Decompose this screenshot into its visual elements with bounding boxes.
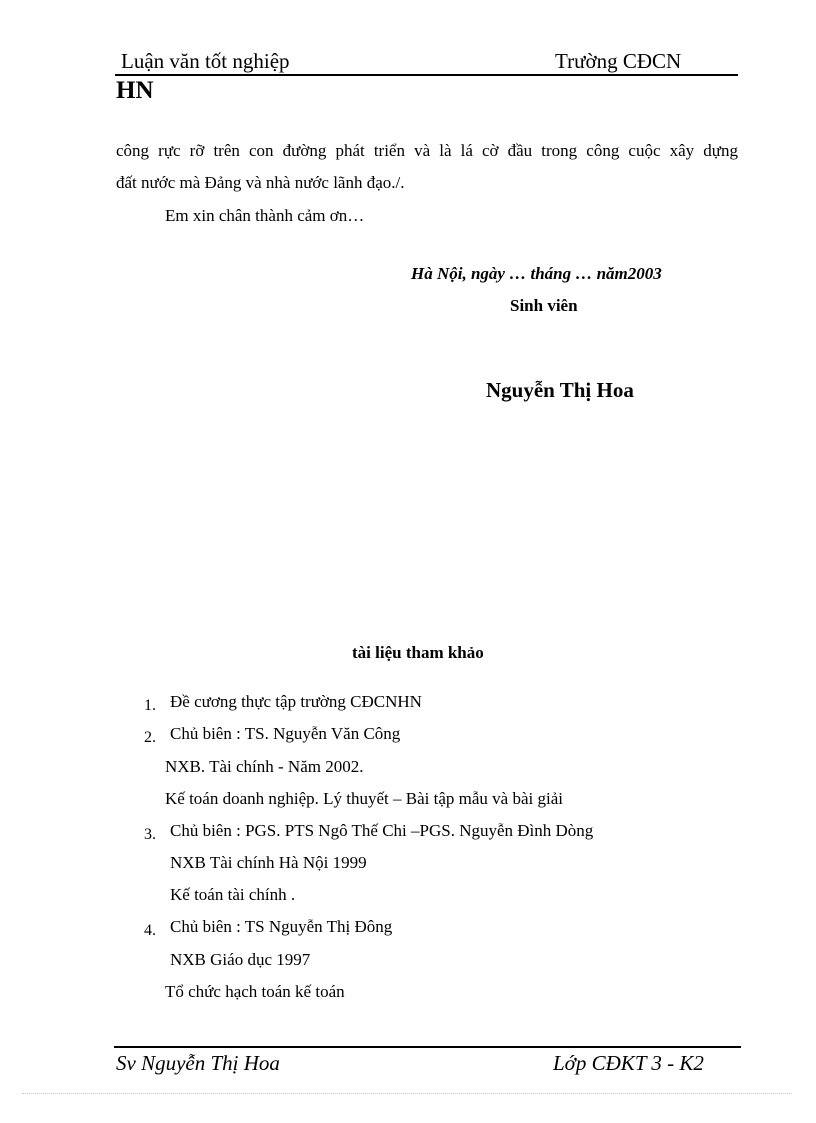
references-title: tài liệu tham khảo: [352, 643, 484, 662]
header-hn: HN: [116, 77, 154, 104]
reference-line: NXB. Tài chính - Năm 2002.: [165, 757, 364, 776]
header-right: Trường CĐCN: [555, 49, 682, 73]
body-line-1: công rực rỡ trên con đường phát triển và là lá cờ đầu trong công cuộc xây dựng: [116, 141, 738, 160]
header-rule: [115, 74, 738, 76]
thanks-line: Em xin chân thành cảm ơn…: [165, 206, 365, 225]
footer-right: Lớp CĐKT 3 - K2: [553, 1051, 704, 1075]
body-line-2: đất nước mà Đảng và nhà nước lãnh đạo./.: [116, 173, 405, 192]
header-left: Luận văn tốt nghiệp: [121, 49, 290, 73]
reference-line: NXB Giáo dục 1997: [170, 950, 311, 969]
reference-number: 4.: [144, 922, 156, 939]
reference-line: Chủ biên : PGS. PTS Ngô Thế Chi –PGS. Nguyễn Đình Dòng: [170, 821, 594, 840]
signature-name: Nguyễn Thị Hoa: [486, 378, 634, 402]
reference-line: Chủ biên : TS. Nguyễn Văn Công: [170, 724, 401, 743]
reference-line: Đề cương thực tập trường CĐCNHN: [170, 692, 422, 711]
reference-number: 2.: [144, 729, 156, 746]
place-date: Hà Nội, ngày … tháng … năm2003: [411, 264, 662, 283]
reference-number: 3.: [144, 826, 156, 843]
footer-left: Sv Nguyễn Thị Hoa: [116, 1051, 280, 1075]
reference-line: NXB Tài chính Hà Nội 1999: [170, 853, 367, 872]
footer-rule: [114, 1046, 741, 1048]
reference-line: Kế toán tài chính .: [170, 885, 296, 904]
reference-line: Tổ chức hạch toán kế toán: [165, 982, 345, 1001]
reference-line: Kế toán doanh nghiệp. Lý thuyết – Bài tập mẫu và bài giải: [165, 789, 563, 808]
signature-role: Sinh viên: [510, 296, 578, 315]
page-bottom-divider: [22, 1093, 792, 1094]
reference-line: Chủ biên : TS Nguyễn Thị Đông: [170, 917, 393, 936]
reference-number: 1.: [144, 697, 156, 714]
